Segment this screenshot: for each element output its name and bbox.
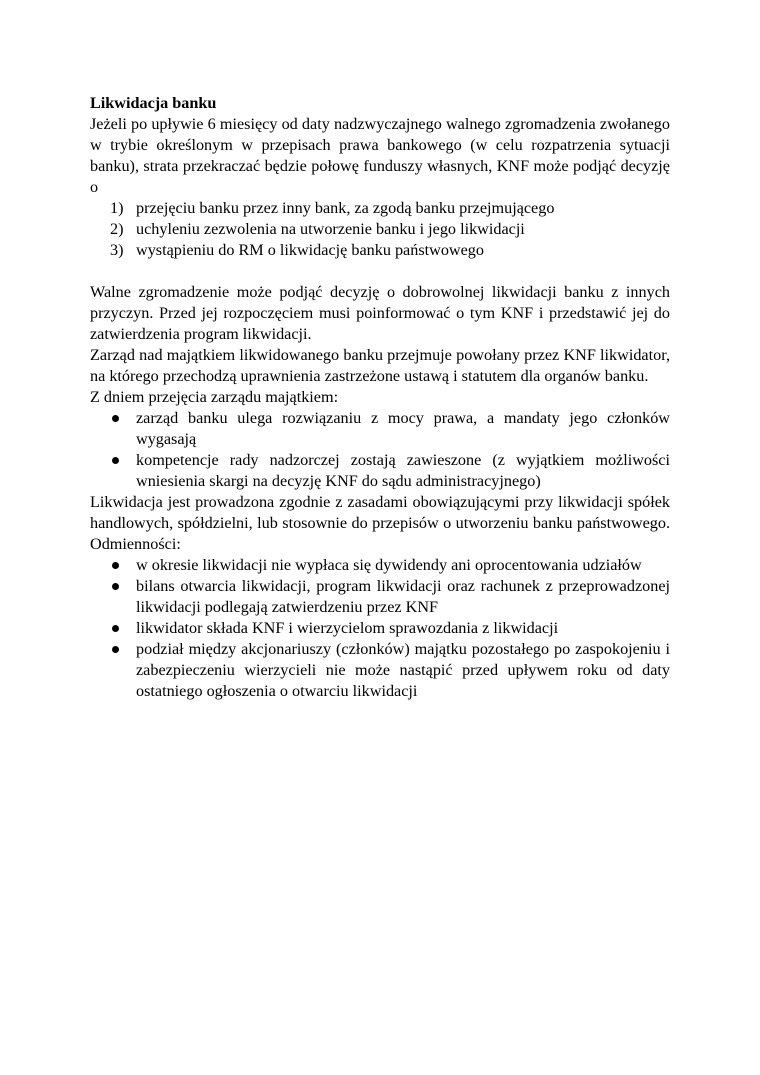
paragraph-procedure: Likwidacja jest prowadzona zgodnie z zasadami obowiązującymi przy likwidacji spółek handlowych, spółdzielni, lub stosownie do przepisów o utworzeniu banku państwowego. Odmienności: [90, 493, 670, 553]
list-item [90, 576, 670, 618]
list-number: 3) [110, 241, 124, 259]
bullet-icon [112, 583, 119, 590]
takeover-effects-list [90, 408, 670, 492]
document-body [90, 93, 670, 702]
paragraph-voluntary-liquidation: Walne zgromadzenie może podjąć decyzję o dobrowolnej likwidacji banku z innych przyczyn. Przed jej rozpoczęciem musi poinformować o tym KNF i przedstawić jej do zatwierdzenia program likwidacji. [90, 283, 670, 343]
list-item-text: zarząd banku ulega rozwiązaniu z mocy prawa, a mandaty jego członków wygasają [136, 409, 670, 448]
list-number: 2) [110, 220, 124, 238]
list-number: 1) [110, 199, 124, 217]
bullet-icon [112, 562, 119, 569]
list-item-text: przejęciu banku przez inny bank, za zgodą banku przejmującego [136, 199, 555, 217]
paragraph-takeover: Z dniem przejęcia zarządu majątkiem: [90, 388, 339, 406]
bullet-icon [112, 415, 119, 422]
differences-list [90, 555, 670, 702]
paragraph-liquidator: Zarząd nad majątkiem likwidowanego banku przejmuje powołany przez KNF likwidator, na którego przechodzą uprawnienia zastrzeżone ustawą i statutem dla organów banku. [90, 346, 670, 385]
bullet-icon [112, 457, 119, 464]
paragraph-intro: Jeżeli po upływie 6 miesięcy od daty nadzwyczajnego walnego zgromadzenia zwołanego w trybie określonym w przepisach prawa bankowego (w celu rozpatrzenia sytuacji banku), strata przekraczać będzie połowę funduszy własnych, KNF może podjąć decyzję o [90, 115, 670, 196]
list-item-text: uchyleniu zezwolenia na utworzenie banku i jego likwidacji [136, 220, 525, 238]
list-item [90, 408, 670, 450]
list-item [90, 219, 670, 240]
list-item [90, 450, 670, 492]
list-item-text: podział między akcjonariuszy (członków) majątku pozostałego po zaspokojeniu i zabezpieczeniu wierzycieli nie może nastąpić przed upływem roku od daty ostatniego ogłoszenia o otwarciu likwidacji [136, 640, 670, 700]
decision-list [90, 198, 670, 261]
blank-line [90, 261, 670, 282]
list-item-text: w okresie likwidacji nie wypłaca się dywidendy ani oprocentowania udziałów [136, 556, 642, 574]
list-item [90, 618, 670, 639]
list-item-text: kompetencje rady nadzorczej zostają zawieszone (z wyjątkiem możliwości wniesienia skargi na decyzję KNF do sądu administracyjnego) [136, 451, 670, 490]
list-item-text: likwidator składa KNF i wierzycielom sprawozdania z likwidacji [136, 619, 559, 637]
bullet-icon [112, 646, 119, 653]
list-item [90, 555, 670, 576]
list-item-text: wystąpieniu do RM o likwidację banku państwowego [136, 241, 484, 259]
list-item [90, 240, 670, 261]
list-item-text: bilans otwarcia likwidacji, program likwidacji oraz rachunek z przeprowadzonej likwidacji podlegają zatwierdzeniu przez KNF [136, 577, 670, 616]
list-item [90, 639, 670, 702]
list-item [90, 198, 670, 219]
bullet-icon [112, 625, 119, 632]
document-title: Likwidacja banku [90, 94, 217, 112]
